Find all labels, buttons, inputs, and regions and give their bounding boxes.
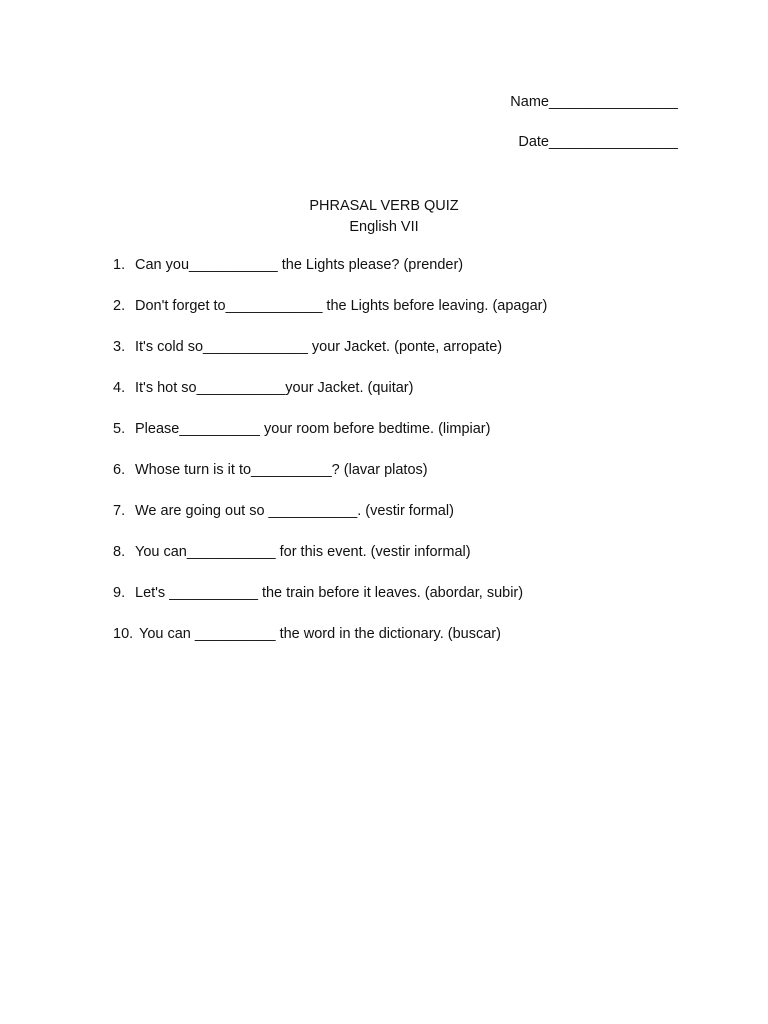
question-item (113, 297, 547, 338)
question-list (113, 256, 547, 666)
question-text: We are going out so ___________. (vestir formal) (135, 503, 454, 519)
name-field: Name________________ (510, 94, 678, 110)
question-text: Can you___________ the Lights please? (prender) (135, 257, 464, 273)
question-number: 6. (113, 462, 126, 478)
question-item (113, 420, 547, 461)
question-number: 4. (113, 380, 126, 396)
quiz-subtitle: English VII (349, 218, 419, 235)
question-item (113, 625, 547, 666)
question-text: Let's ___________ the train before it leaves. (abordar, subir) (135, 585, 524, 601)
quiz-title: PHRASAL VERB QUIZ (309, 198, 459, 214)
question-text: You can___________ for this event. (vestir informal) (135, 544, 471, 560)
question-text: Don't forget to____________ the Lights before leaving. (apagar) (135, 298, 548, 314)
question-item (113, 543, 547, 584)
question-item (113, 584, 547, 625)
question-text: Whose turn is it to__________? (lavar platos) (135, 462, 428, 478)
question-number: 1. (113, 257, 126, 273)
question-number: 3. (113, 339, 126, 355)
question-text: It's cold so_____________ your Jacket. (ponte, arropate) (135, 339, 503, 355)
title-block (0, 196, 768, 237)
question-number: 2. (113, 298, 126, 314)
question-number: 10. (113, 626, 134, 642)
question-item (113, 502, 547, 543)
question-item (113, 256, 547, 297)
question-number: 7. (113, 503, 126, 519)
question-item (113, 461, 547, 502)
date-field: Date________________ (518, 134, 678, 150)
question-text: Please__________ your room before bedtime. (limpiar) (135, 421, 491, 437)
question-text: It's hot so___________your Jacket. (quitar) (135, 380, 414, 396)
question-number: 9. (113, 585, 126, 601)
question-number: 8. (113, 544, 126, 560)
question-item (113, 338, 547, 379)
question-number: 5. (113, 421, 126, 437)
question-text: You can __________ the word in the dictionary. (buscar) (139, 626, 501, 642)
question-item (113, 379, 547, 420)
